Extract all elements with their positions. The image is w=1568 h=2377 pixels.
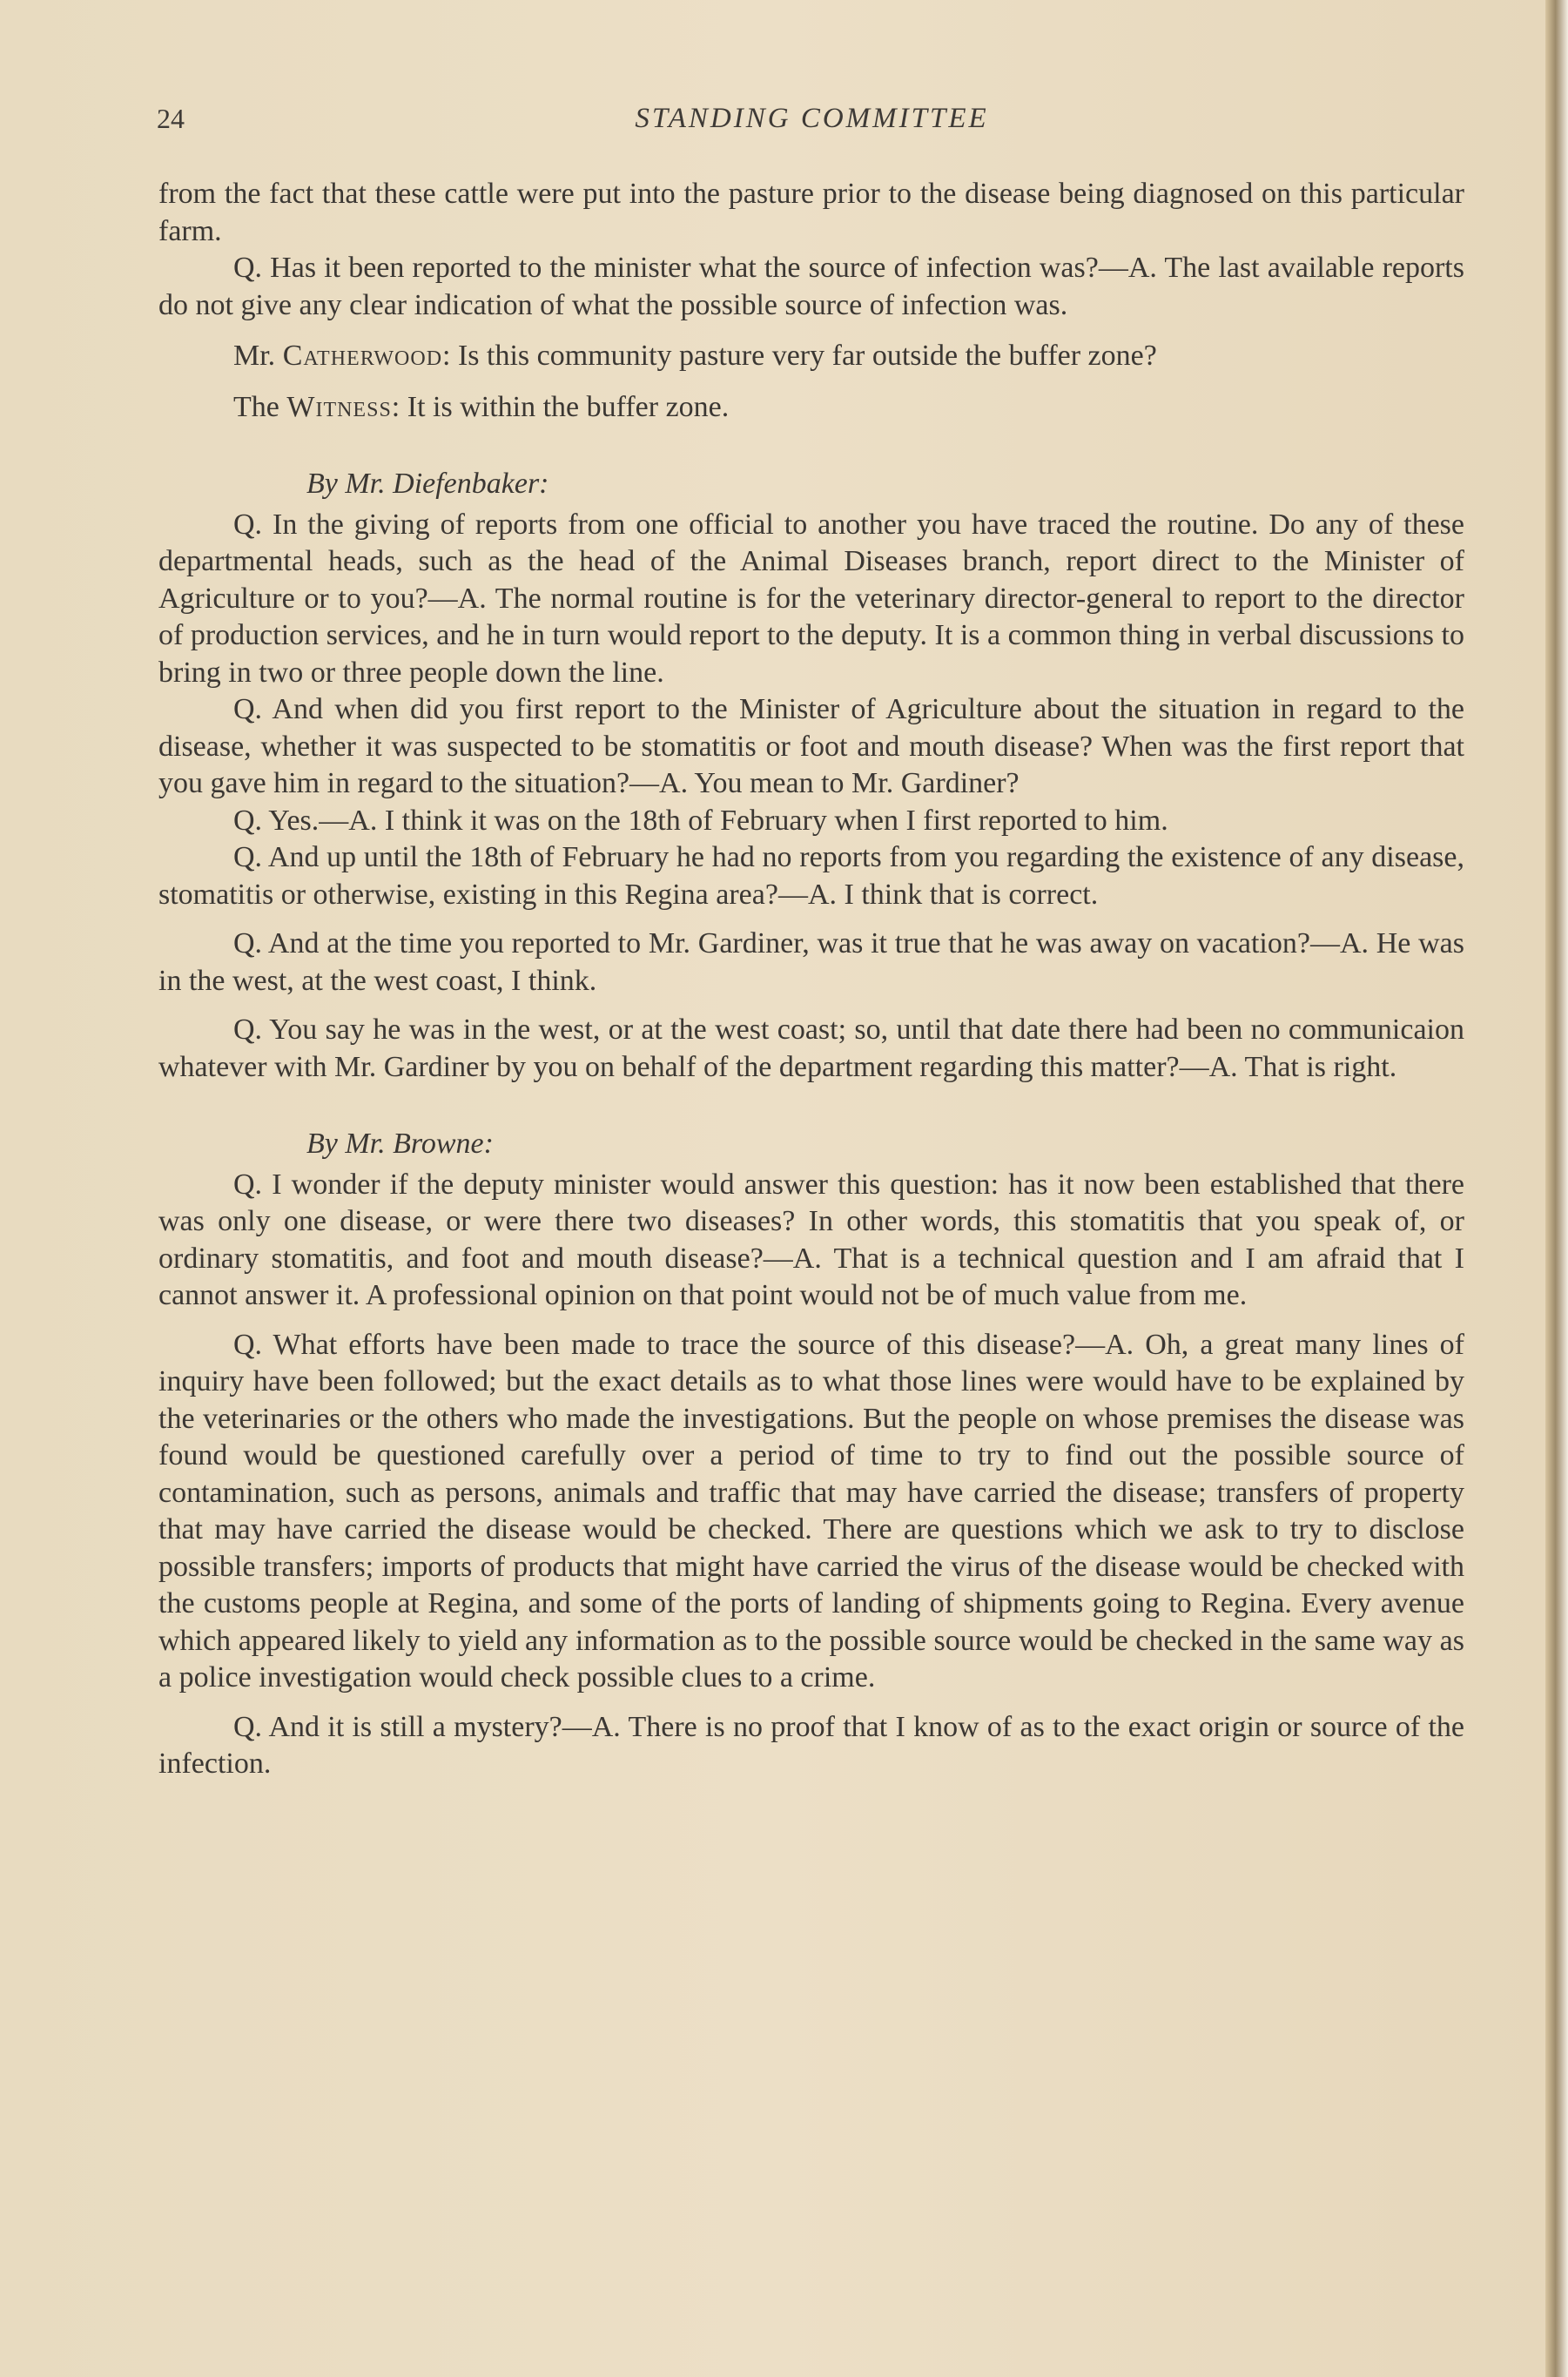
paragraph-statement (158, 338, 1464, 375)
paragraph-question: Q. Has it been reported to the minister what the source of infection was?—A. The last available reports do not give any clear indication of what the possible source of infection was. (158, 252, 1464, 321)
paragraph-question: Q. And up until the 18th of February he had no reports from you regarding the existence of any disease, stomatitis or otherwise, existing in this Regina area?—A. I think that is correct. (158, 841, 1464, 911)
paragraph-question: Q. And it is still a mystery?—A. There is no proof that I know of as to the exact origin or source of the infection. (158, 1710, 1464, 1780)
paragraph-question: Q. And when did you first report to the Minister of Agriculture about the situation in regard to the disease, whether it was suspected to be stomatitis or foot and mouth disease? When was the first report that you gave him in regard to the situation?—A. You mean to Mr. Gardiner? (158, 693, 1464, 799)
paragraph-question: Q. What efforts have been made to trace the source of this disease?—A. Oh, a great many lines of inquiry have been followed; but the exact details as to what those lines were would have to be explained by the veterinaries or the others who made the investigations. But the people on whose premises the disease was found would be questioned carefully over a period of time to try to find out the possible source of contamination, such as persons, animals and traffic that may have carried the disease; transfers of property that may have carried the disease would be checked. There are questions which we ask to try to disclose possible transfers; imports of products that might have carried the virus of the disease would be checked with the customs people at Regina, and some of the ports of landing of shipments going to Regina. Every avenue which appeared likely to yield any information as to the possible source would be checked in the same way as a police investigation would check possible clues to a crime. (158, 1328, 1464, 1694)
page-number: 24 (157, 103, 185, 134)
paragraph-question: Q. You say he was in the west, or at the west coast; so, until that date there had been no communicaion whatever with Mr. Gardiner by you on behalf of the department regarding this matter?—A. That is right. (158, 1013, 1464, 1083)
statement-text: : It is within the buffer zone. (391, 390, 730, 423)
speaker-name: Witness (286, 390, 392, 423)
paragraph-question: Q. And at the time you reported to Mr. Gardiner, was it true that he was away on vacation?—A. He was in the west, at the west coast, I think. (158, 927, 1464, 997)
paragraph-continuation: from the fact that these cattle were put into the pasture prior to the disease being diagnosed on this particular farm. (158, 178, 1464, 247)
speaker-prefix: The (233, 390, 287, 423)
examiner-byline: By Mr. Browne: (306, 1128, 494, 1160)
paragraph-statement (158, 389, 1464, 427)
page-body (158, 176, 1464, 1783)
examiner-byline: By Mr. Diefenbaker: (306, 468, 549, 500)
paragraph-question: Q. In the giving of reports from one official to another you have traced the routine. Do any of these departmental heads, such as the head of the Animal Diseases branch, report direct to the Minister of Agriculture or to you?—A. The normal routine is for the veterinary director-general to report to the director of production services, and he in turn would report to the deputy. It is a common thing in verbal discussions to bring in two or three people down the line. (158, 508, 1464, 689)
page-header (157, 103, 1467, 146)
paragraph-question: Q. Yes.—A. I think it was on the 18th of February when I first reported to him. (233, 804, 1168, 837)
speaker-prefix: Mr. (233, 340, 283, 372)
running-head: STANDING COMMITTEE (635, 103, 989, 134)
page-edge-shadow (1545, 0, 1568, 2377)
paragraph-question: Q. I wonder if the deputy minister would answer this question: has it now been established that there was only one disease, or were there two diseases? In other words, this stomatitis that you speak of, or ordinary stomatitis, and foot and mouth disease?—A. That is a technical question and I am afraid that I cannot answer it. A professional opinion on that point would not be of much value from me. (158, 1168, 1464, 1311)
speaker-name: Catherwood (282, 340, 443, 372)
statement-text: : Is this community pasture very far outside the buffer zone? (442, 340, 1157, 372)
